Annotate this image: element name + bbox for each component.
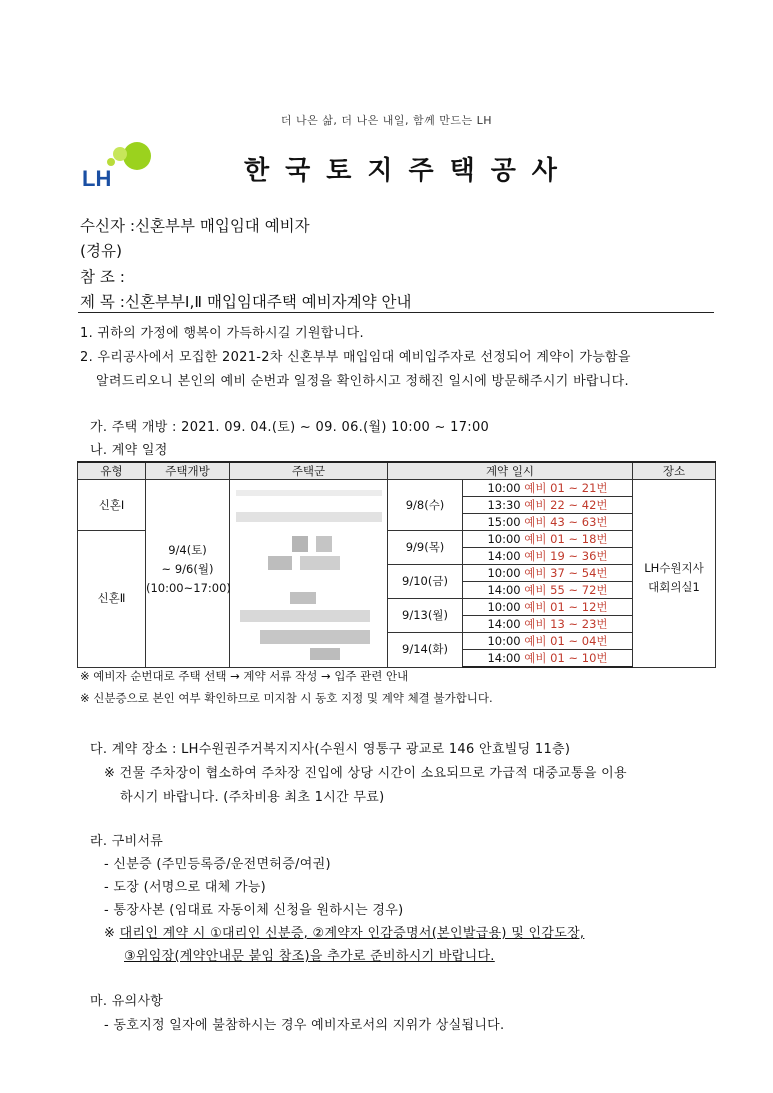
- col-header-group: 주택군: [230, 462, 388, 480]
- lh-logo: [80, 140, 160, 190]
- contract-schedule-table: [77, 461, 716, 668]
- table-row: [78, 480, 716, 497]
- slot-cell: 10:00 예비 01 ~ 18번: [463, 531, 633, 548]
- slot-cell: 14:00 예비 13 ~ 23번: [463, 616, 633, 633]
- slot-cell: 13:30 예비 22 ~ 42번: [463, 497, 633, 514]
- col-header-type: 유형: [78, 462, 146, 480]
- logo-text: LH: [82, 166, 112, 190]
- ra-item-1: - 신분증 (주민등록증/운전면허증/여권): [104, 857, 331, 872]
- slot-cell: 10:00 예비 01 ~ 21번: [463, 480, 633, 497]
- via-line: (경유): [80, 242, 123, 260]
- open-line-3: (10:00~17:00): [146, 580, 231, 595]
- slot-cell: 10:00 예비 01 ~ 12번: [463, 599, 633, 616]
- note-1: ※ 예비자 순번대로 주택 선택 → 계약 서류 작성 → 입주 관련 안내: [80, 669, 409, 683]
- paragraph-1: 1. 귀하의 가정에 행복이 가득하시길 기원합니다.: [80, 326, 364, 341]
- header-divider: [78, 312, 714, 313]
- date-cell: 9/14(화): [388, 633, 463, 668]
- open-line-2: ~ 9/6(월): [161, 561, 214, 576]
- subject-line: 제 목 :신혼부부Ⅰ,Ⅱ 매입임대주택 예비자계약 안내: [80, 293, 412, 311]
- section-ga: 가. 주택 개방 : 2021. 09. 04.(토) ~ 09. 06.(월) 10:00 ~ 17:00: [90, 420, 490, 435]
- place-line-2: 대회의실1: [648, 580, 700, 595]
- ra-note-mark: ※: [104, 926, 116, 941]
- ra-item-3: - 통장사본 (임대료 자동이체 신청을 원하시는 경우): [104, 903, 404, 918]
- col-header-open: 주택개방: [146, 462, 230, 480]
- date-cell: 9/9(목): [388, 531, 463, 565]
- ra-item-2: - 도장 (서명으로 대체 가능): [104, 880, 267, 895]
- col-header-place: 장소: [633, 462, 716, 480]
- ra-note-1: [104, 922, 584, 941]
- recipient-line: 수신자 :신혼부부 매입임대 예비자: [80, 217, 310, 235]
- note-2: ※ 신분증으로 본인 여부 확인하므로 미지참 시 동호 지정 및 계약 체결 불가합니다.: [80, 691, 493, 705]
- ra-note-1-text: 대리인 계약 시 ①대리인 신분증, ②계약자 인감증명서(본인발급용) 및 인감도장,: [119, 926, 585, 941]
- slogan: 더 나은 삶, 더 나은 내일, 함께 만드는 LH: [280, 114, 493, 127]
- ra-note-2: [124, 945, 495, 964]
- col-header-datetime: 계약 일시: [388, 462, 633, 480]
- date-cell: 9/10(금): [388, 565, 463, 599]
- ra-note-2-text: ③위임장(계약안내문 붙임 참조)을 추가로 준비하시기 바랍니다.: [124, 949, 495, 964]
- reference-line: 참 조 :: [80, 268, 126, 286]
- paragraph-2b: 알려드리오니 본인의 예비 순번과 일정을 확인하시고 정해진 일시에 방문해주시기 바랍니다.: [96, 374, 629, 389]
- open-line-1: 9/4(토): [168, 542, 207, 557]
- organization-name: 한국토지주택공사: [244, 156, 573, 186]
- section-da-note-1: ※ 건물 주차장이 협소하여 주차장 진입에 상당 시간이 소요되므로 가급적 대중교통을 이용: [104, 766, 627, 781]
- open-cell: [146, 480, 230, 668]
- paragraph-2a: 2. 우리공사에서 모집한 2021-2차 신혼부부 매입임대 예비입주자로 선정되어 계약이 가능함을: [80, 350, 631, 365]
- slot-cell: 14:00 예비 55 ~ 72번: [463, 582, 633, 599]
- section-ma: 마. 유의사항: [90, 994, 164, 1009]
- place-cell: [633, 480, 716, 668]
- slot-cell: 14:00 예비 19 ~ 36번: [463, 548, 633, 565]
- slot-cell: 15:00 예비 43 ~ 63번: [463, 514, 633, 531]
- date-cell: 9/8(수): [388, 480, 463, 531]
- type-cell: 신혼Ⅰ: [78, 480, 146, 531]
- section-da-note-2: 하시기 바랍니다. (주차비용 최초 1시간 무료): [120, 790, 385, 805]
- slot-cell: 10:00 예비 37 ~ 54번: [463, 565, 633, 582]
- place-line-1: LH수원지사: [644, 561, 704, 576]
- slot-cell: 10:00 예비 01 ~ 04번: [463, 633, 633, 650]
- section-da: 다. 계약 장소 : LH수원권주거복지지사(수원시 영통구 광교로 146 안효빌딩 11층): [90, 742, 571, 757]
- table-header-row: [78, 462, 716, 480]
- date-cell: 9/13(월): [388, 599, 463, 633]
- slot-cell: 14:00 예비 01 ~ 10번: [463, 650, 633, 668]
- type-cell: 신혼Ⅱ: [78, 531, 146, 668]
- section-ra: 라. 구비서류: [90, 834, 164, 849]
- housing-group-cell-blurred: [230, 480, 388, 668]
- ma-item: - 동호지정 일자에 불참하시는 경우 예비자로서의 지위가 상실됩니다.: [104, 1018, 505, 1033]
- section-na: 나. 계약 일정: [90, 443, 168, 458]
